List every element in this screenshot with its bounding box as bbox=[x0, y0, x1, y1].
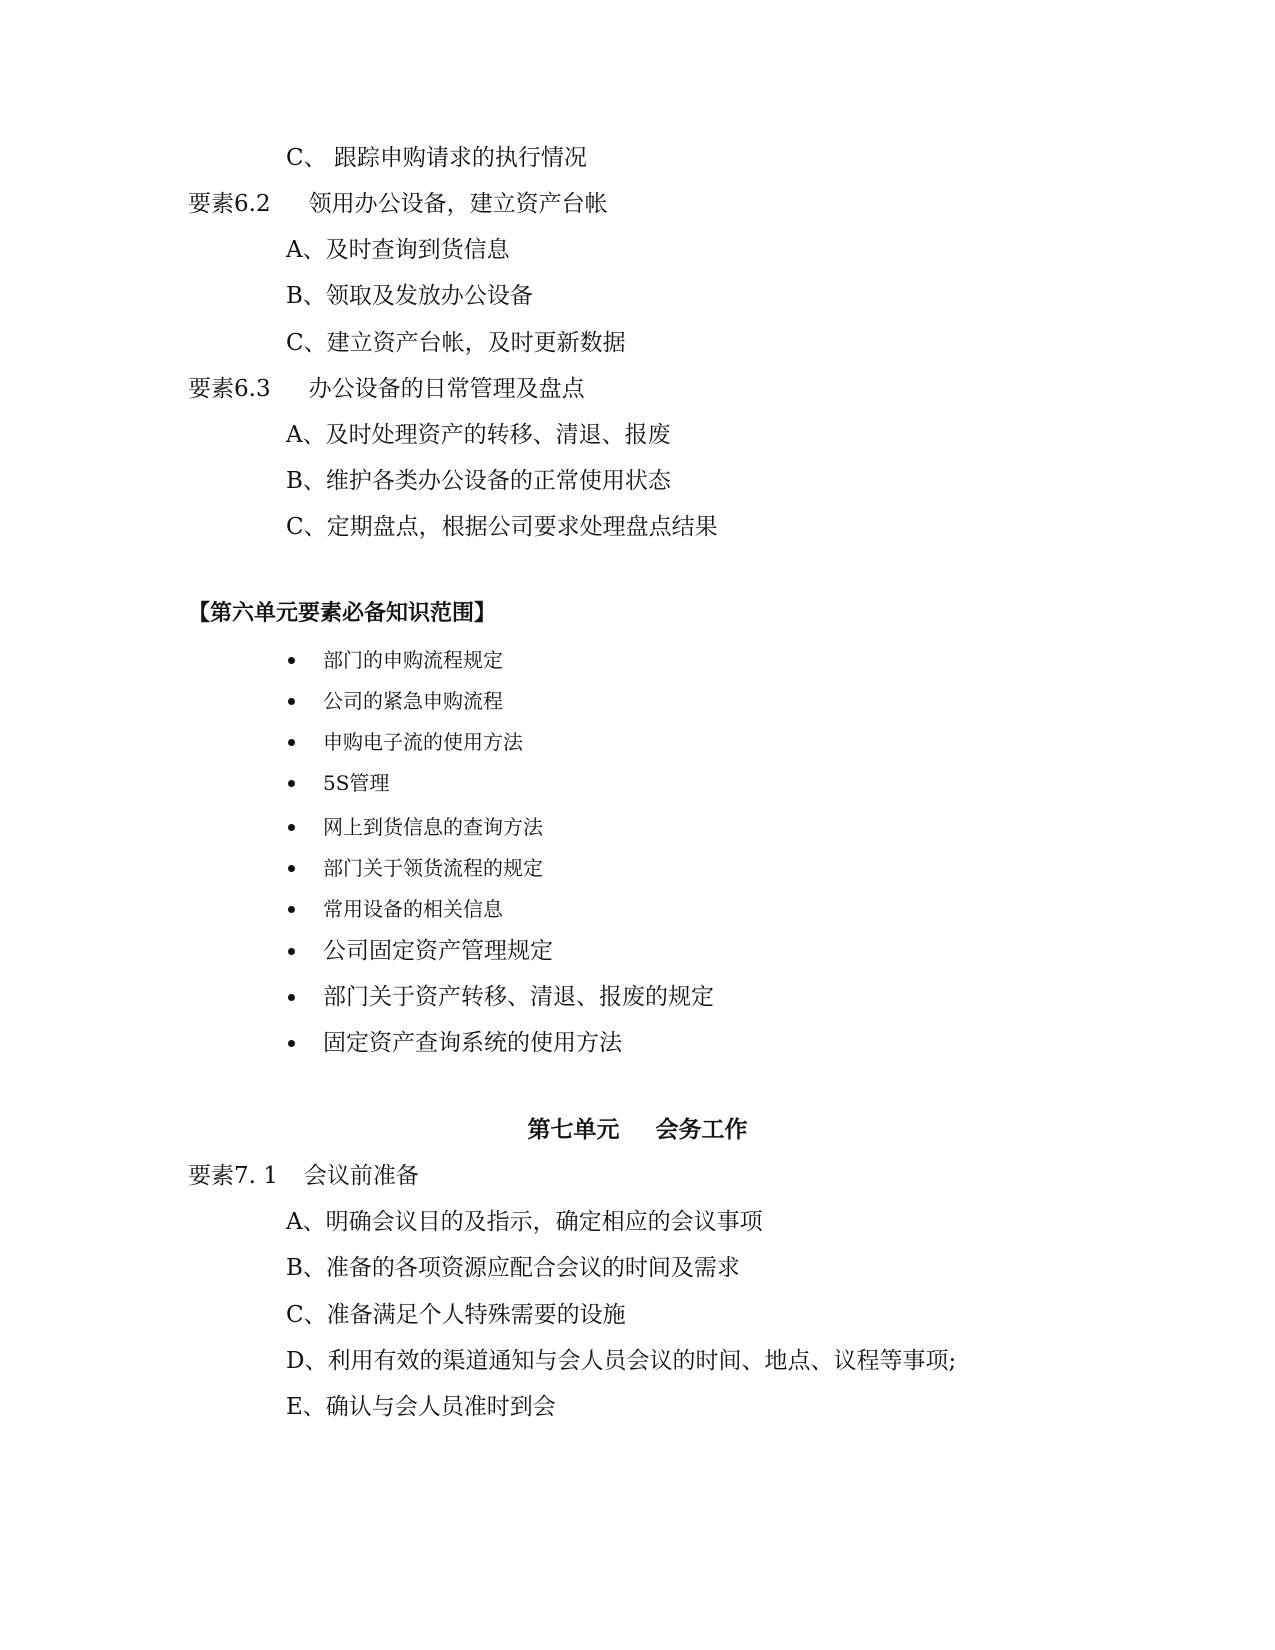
list-item: C、定期盘点，根据公司要求处理盘点结果 bbox=[286, 514, 718, 540]
element-title: 领用办公设备，建立资产台帐 bbox=[308, 191, 608, 217]
bullet-icon bbox=[288, 948, 295, 955]
bullet-icon bbox=[288, 1040, 295, 1047]
bullet-item bbox=[288, 894, 503, 926]
bullet-text: 申购电子流的使用方法 bbox=[323, 730, 523, 754]
bullet-text: 固定资产查询系统的使用方法 bbox=[323, 1030, 622, 1056]
bullet-item bbox=[288, 1028, 622, 1060]
list-item: A、及时处理资产的转移、清退、报废 bbox=[286, 422, 671, 448]
list-item: E、确认与会人员准时到会 bbox=[286, 1394, 556, 1420]
bullet-icon bbox=[288, 865, 295, 872]
bullet-text: 5S管理 bbox=[323, 771, 390, 795]
element-code: 要素7. 1 bbox=[188, 1163, 278, 1189]
list-item: B、准备的各项资源应配合会议的时间及需求 bbox=[286, 1255, 740, 1281]
unit-label: 第七单元 bbox=[527, 1117, 620, 1143]
bullet-icon bbox=[288, 657, 295, 664]
element-title: 会议前准备 bbox=[303, 1163, 419, 1189]
bullet-item bbox=[288, 686, 503, 718]
element-heading-7-1 bbox=[188, 1161, 419, 1191]
bullet-item bbox=[288, 936, 553, 968]
bullet-text: 网上到货信息的查询方法 bbox=[323, 815, 543, 839]
bullet-text: 部门关于资产转移、清退、报废的规定 bbox=[323, 984, 714, 1010]
bullet-text: 公司固定资产管理规定 bbox=[323, 938, 553, 964]
list-item: A、明确会议目的及指示，确定相应的会议事项 bbox=[286, 1209, 763, 1235]
bullet-text: 部门的申购流程规定 bbox=[323, 648, 503, 672]
element-code: 要素6.3 bbox=[188, 376, 271, 402]
element-code: 要素6.2 bbox=[188, 191, 271, 217]
bullet-icon bbox=[288, 780, 295, 787]
element-heading-6-3 bbox=[188, 374, 585, 404]
list-item: B、领取及发放办公设备 bbox=[286, 283, 533, 309]
element-heading-6-2 bbox=[188, 189, 608, 219]
list-item: C、建立资产台帐，及时更新数据 bbox=[286, 330, 626, 356]
bullet-item bbox=[288, 853, 543, 885]
bullet-icon bbox=[288, 906, 295, 913]
unit-name: 会务工作 bbox=[655, 1117, 748, 1143]
bullet-icon bbox=[288, 994, 295, 1001]
bullet-icon bbox=[288, 698, 295, 705]
bullet-item bbox=[288, 768, 389, 800]
list-item: C、准备满足个人特殊需要的设施 bbox=[286, 1302, 626, 1328]
list-item: A、及时查询到货信息 bbox=[286, 237, 510, 263]
list-item: D、利用有效的渠道通知与会人员会议的时间、地点、议程等事项; bbox=[286, 1348, 957, 1374]
bullet-text: 部门关于领货流程的规定 bbox=[323, 856, 543, 880]
bullet-icon bbox=[288, 824, 295, 831]
bullet-item bbox=[288, 982, 714, 1014]
bullet-text: 常用设备的相关信息 bbox=[323, 897, 503, 921]
knowledge-heading: 【第六单元要素必备知识范围】 bbox=[188, 601, 497, 626]
bullet-item bbox=[288, 812, 543, 844]
bullet-text: 公司的紧急申购流程 bbox=[323, 689, 503, 713]
list-item: B、维护各类办公设备的正常使用状态 bbox=[286, 468, 671, 494]
unit-title bbox=[0, 1115, 1275, 1145]
list-item: C、 跟踪申购请求的执行情况 bbox=[286, 145, 587, 171]
bullet-item bbox=[288, 727, 523, 759]
bullet-item bbox=[288, 645, 503, 677]
element-title: 办公设备的日常管理及盘点 bbox=[308, 376, 585, 402]
bullet-icon bbox=[288, 739, 295, 746]
